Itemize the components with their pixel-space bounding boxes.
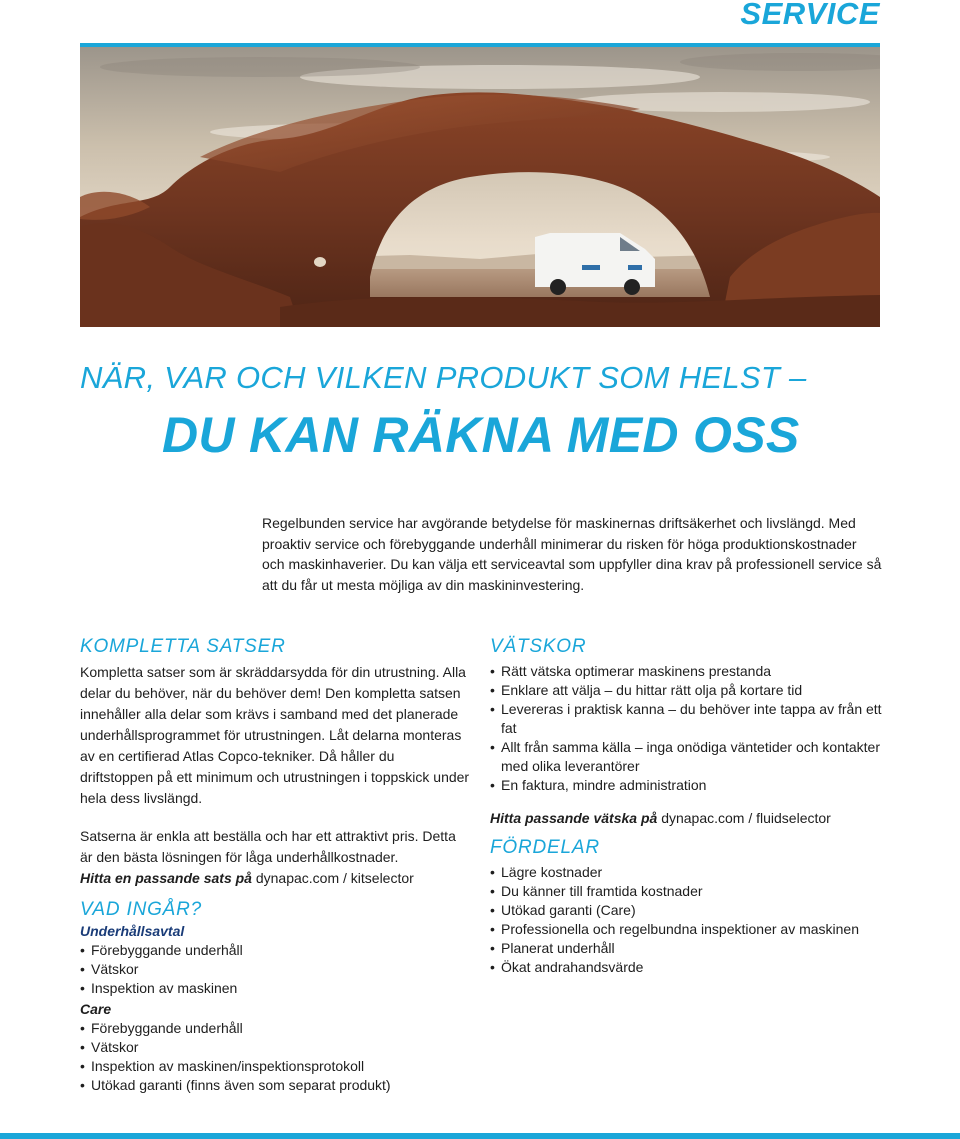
list-item: • Utökad garanti (finns även som separat produkt) — [80, 1076, 480, 1095]
intro-paragraph — [262, 513, 882, 595]
kitselector-link[interactable]: dynapac.com / kitselector — [255, 870, 414, 886]
vatskor-heading: VÄTSKOR — [490, 636, 587, 657]
vad-ingar-heading: VAD INGÅR? — [80, 899, 203, 920]
page-section-title: SERVICE — [740, 0, 880, 31]
list-item: • Rätt vätska optimerar maskinens prestanda — [490, 662, 890, 681]
fluidselector-label: Hitta passande vätska på — [490, 810, 658, 826]
vatskor-list — [490, 662, 890, 795]
list-item: • Enklare att välja – du hittar rätt olja på kortare tid — [490, 681, 890, 700]
hero-image — [80, 47, 880, 327]
right-column — [490, 636, 890, 977]
list-item: • Professionella och regelbundna inspektioner av maskinen — [490, 920, 890, 939]
kompletta-satser-heading: KOMPLETTA SATSER — [80, 636, 286, 657]
kompletta-paragraph-2 — [80, 826, 470, 889]
list-item: • Planerat underhåll — [490, 939, 890, 958]
kompletta-paragraph-2-text: Satserna är enkla att beställa och har ett attraktivt pris. Detta är den bästa lösningen för låga underhållkostnader. — [80, 828, 456, 865]
list-item: • Allt från samma källa – inga onödiga väntetider och kontakter med olika leverantörer — [490, 738, 890, 776]
kitselector-label: Hitta en passande sats på — [80, 870, 252, 886]
list-item: • Förebyggande underhåll — [80, 1019, 480, 1038]
list-item: • Vätskor — [80, 1038, 480, 1057]
list-item: • Lägre kostnader — [490, 863, 890, 882]
list-item: • Du känner till framtida kostnader — [490, 882, 890, 901]
list-item: • En faktura, mindre administration — [490, 776, 890, 795]
fluidselector-link[interactable]: dynapac.com / fluidselector — [661, 810, 831, 826]
footer-divider — [0, 1133, 960, 1139]
kompletta-paragraph-1: Kompletta satser som är skräddarsydda för din utrustning. Alla delar du behöver, när du behöver dem! Den kompletta satsen innehåller alla delar som krävs i samband med det planerade underhållsprogrammet för utrustningen. Låt delarna monteras av en certifierad Atlas Copco-tekniker. Då håller du driftstoppen på ett minimum och utrustningen i toppskick under hela dess livslängd. — [80, 664, 470, 806]
list-item: • Levereras i praktisk kanna – du behöver inte tappa av från ett fat — [490, 700, 890, 738]
underhallsavtal-list — [80, 941, 470, 998]
left-column — [80, 636, 470, 998]
underhallsavtal-heading: Underhållsavtal — [80, 923, 185, 939]
intro-text: Regelbunden service har avgörande betydelse för maskinernas driftsäkerhet och livslängd. Med proaktiv service och förebyggande underhåll minimerar du risken för höga produktionskostnader och maskinhaverier. Du kan välja ett serviceavtal som uppfyller dina krav på professionell service så att du får ut mesta möjliga av din maskininvestering. — [262, 515, 882, 593]
care-list — [80, 1019, 480, 1095]
fordelar-heading: FÖRDELAR — [490, 837, 600, 858]
list-item: • Inspektion av maskinen — [80, 979, 470, 998]
fluidselector-line — [490, 808, 890, 829]
care-block — [80, 1000, 480, 1095]
headline-line-1: NÄR, VAR OCH VILKEN PRODUKT SOM HELST – — [80, 360, 807, 395]
care-heading: Care — [80, 1001, 112, 1017]
headline-line-2: DU KAN RÄKNA MED OSS — [162, 407, 800, 463]
list-item: • Ökat andrahandsvärde — [490, 958, 890, 977]
list-item: • Inspektion av maskinen/inspektionsprotokoll — [80, 1057, 480, 1076]
list-item: • Förebyggande underhåll — [80, 941, 470, 960]
list-item: • Vätskor — [80, 960, 470, 979]
fordelar-list — [490, 863, 890, 977]
list-item: • Utökad garanti (Care) — [490, 901, 890, 920]
